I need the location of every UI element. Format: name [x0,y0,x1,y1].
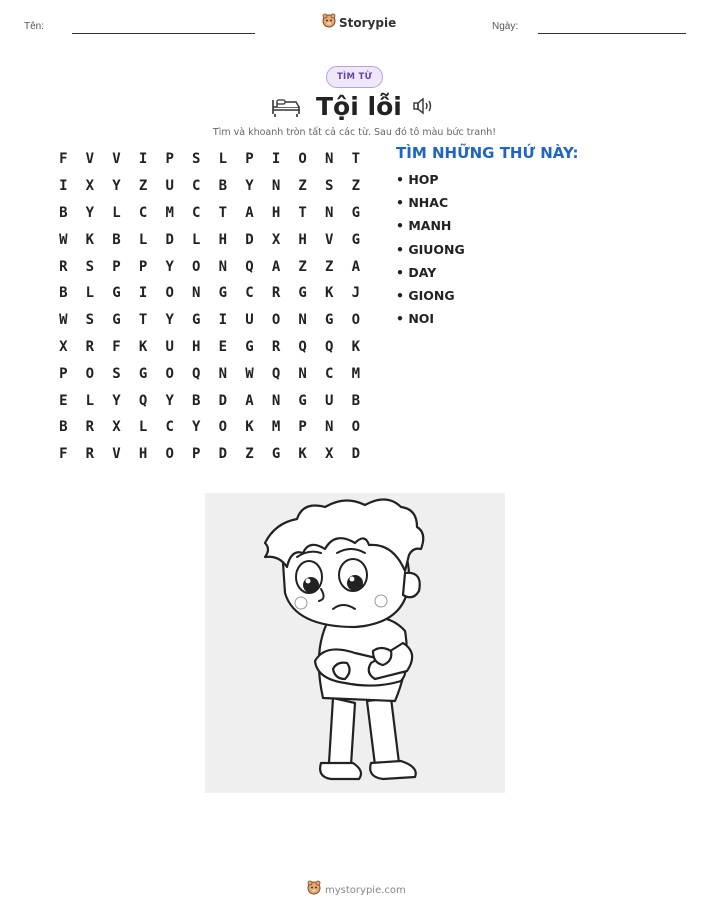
grid-letter[interactable]: O [85,365,95,382]
grid-letter[interactable]: M [165,204,174,221]
grid-letter[interactable]: S [85,258,95,275]
grid-letter[interactable]: R [271,338,281,355]
grid-letter[interactable]: A [245,392,254,409]
grid-row [50,253,369,280]
grid-letter[interactable]: G [138,365,148,382]
grid-row [50,387,369,414]
grid-letter[interactable]: B [59,204,68,221]
grid-letter[interactable]: D [218,392,228,409]
grid-letter[interactable]: R [271,285,281,302]
grid-letter[interactable]: I [218,312,228,329]
grid-letter[interactable]: T [298,204,307,221]
grid-letter[interactable]: X [112,419,121,436]
grid-letter[interactable]: C [138,204,148,221]
grid-letter[interactable]: X [325,446,334,463]
grid-letter[interactable]: K [138,338,148,355]
grid-letter[interactable]: Y [165,392,174,409]
grid-letter[interactable]: N [218,365,228,382]
grid-row [50,200,369,227]
grid-letter[interactable]: O [271,312,281,329]
word-item: • GIUONG [396,241,465,257]
word-item: • HOP [396,172,439,187]
grid-letter[interactable]: P [298,419,307,436]
grid-letter[interactable]: Z [298,258,307,275]
grid-letter[interactable]: Y [165,312,174,329]
activity-tag: TÌM TỪ [326,66,383,88]
grid-letter[interactable]: L [192,231,201,248]
grid-letter[interactable]: N [271,392,281,409]
grid-letter[interactable]: G [112,312,121,329]
grid-letter[interactable]: W [59,312,68,329]
date-label: Ngày: [492,21,519,32]
grid-letter[interactable]: I [271,151,281,168]
footer [307,880,406,900]
grid-letter[interactable]: P [59,365,68,382]
grid-letter[interactable]: Z [325,258,334,275]
grid-letter[interactable]: E [218,338,228,355]
grid-letter[interactable]: N [298,365,307,382]
grid-letter[interactable]: D [245,231,254,248]
name-field[interactable] [72,33,255,34]
grid-letter[interactable]: O [192,258,201,275]
grid-letter[interactable]: P [192,446,201,463]
grid-letter[interactable]: E [59,392,68,409]
grid-row [50,173,369,200]
grid-letter[interactable]: Z [138,178,148,195]
grid-letter[interactable]: D [218,446,228,463]
grid-letter[interactable]: Y [165,258,174,275]
grid-row [50,226,369,253]
grid-letter[interactable]: U [245,312,254,329]
grid-letter[interactable]: J [351,285,361,302]
grid-letter[interactable]: P [112,258,121,275]
grid-letter[interactable]: W [59,231,68,248]
grid-letter[interactable]: Q [298,338,307,355]
grid-letter[interactable]: K [325,285,334,302]
storypie-logo-icon [322,13,336,33]
grid-letter[interactable]: G [245,338,254,355]
grid-row [50,414,369,441]
grid-letter[interactable]: P [245,151,254,168]
grid-letter[interactable]: O [351,419,361,436]
grid-letter[interactable]: Q [245,258,254,275]
grid-letter[interactable]: Q [325,338,334,355]
grid-letter[interactable]: Z [298,178,307,195]
grid-letter[interactable]: H [218,231,228,248]
grid-letter[interactable]: Q [271,365,281,382]
word-list-title: TÌM NHỮNG THỨ NÀY: [396,144,579,162]
grid-letter[interactable]: Y [85,204,95,221]
grid-letter[interactable]: C [165,419,174,436]
grid-letter[interactable]: X [85,178,95,195]
storypie-logo-icon [307,880,321,900]
grid-letter[interactable]: D [165,231,174,248]
grid-letter[interactable]: Y [245,178,254,195]
word-item: • NOI [396,311,435,327]
grid-letter[interactable]: D [351,446,361,463]
grid-letter[interactable]: R [59,258,68,275]
grid-letter[interactable]: G [192,312,201,329]
grid-letter[interactable]: C [192,178,201,195]
grid-letter[interactable]: N [325,204,334,221]
grid-letter[interactable]: V [325,231,334,248]
coloring-picture [205,493,505,793]
grid-letter[interactable]: S [85,312,95,329]
grid-letter[interactable]: O [298,151,307,168]
grid-letter[interactable]: H [192,338,201,355]
grid-letter[interactable]: T [351,151,361,168]
grid-letter[interactable]: O [165,446,174,463]
bed-icon [270,92,302,122]
grid-letter[interactable]: G [325,312,334,329]
grid-row [50,360,369,387]
grid-letter[interactable]: R [85,338,95,355]
grid-letter[interactable]: Y [112,392,121,409]
word-list [396,170,465,332]
grid-letter[interactable]: K [298,446,307,463]
grid-row [50,307,369,334]
grid-letter[interactable]: G [271,446,281,463]
brand-name: Storypie [339,16,397,30]
page-title: Tội lỗi [316,92,402,121]
grid-letter[interactable]: K [245,419,254,436]
grid-row [50,280,369,307]
grid-letter[interactable]: N [271,178,281,195]
word-item: • DAY [396,264,437,280]
grid-letter[interactable]: V [85,151,95,168]
word-search-grid [50,146,369,468]
grid-letter[interactable]: W [245,365,254,382]
grid-letter[interactable]: Q [192,365,201,382]
grid-letter[interactable]: T [218,204,228,221]
grid-row [50,334,369,361]
grid-letter[interactable]: R [85,419,95,436]
grid-letter[interactable]: L [138,419,148,436]
grid-letter[interactable]: Z [351,178,361,195]
grid-letter[interactable]: L [138,231,148,248]
brand-logo [322,13,396,33]
grid-letter[interactable]: B [112,231,121,248]
sad-boy-coloring-illustration [205,493,505,793]
footer-url[interactable]: mystorypie.com [325,884,406,896]
grid-letter[interactable]: N [325,151,334,168]
grid-letter[interactable]: B [218,178,228,195]
grid-letter[interactable]: H [138,446,148,463]
grid-letter[interactable]: K [351,338,361,355]
grid-letter[interactable]: Z [245,446,254,463]
grid-letter[interactable]: U [325,392,334,409]
grid-letter[interactable]: G [298,392,307,409]
grid-letter[interactable]: V [112,151,121,168]
grid-letter[interactable]: A [245,204,254,221]
grid-letter[interactable]: M [271,419,281,436]
grid-letter[interactable]: F [112,338,121,355]
grid-letter[interactable]: A [271,258,281,275]
grid-letter[interactable]: G [351,231,361,248]
grid-letter[interactable]: L [218,151,228,168]
grid-letter[interactable]: S [112,365,121,382]
grid-letter[interactable]: X [59,338,68,355]
grid-letter[interactable]: S [192,151,201,168]
grid-letter[interactable]: F [59,151,68,168]
grid-letter[interactable]: F [59,446,68,463]
grid-letter[interactable]: U [165,178,174,195]
grid-letter[interactable]: G [218,285,228,302]
grid-letter[interactable]: N [298,312,307,329]
grid-letter[interactable]: L [112,204,121,221]
grid-letter[interactable]: V [112,446,121,463]
grid-letter[interactable]: A [351,258,361,275]
grid-letter[interactable]: M [351,365,361,382]
grid-letter[interactable]: O [351,312,361,329]
grid-letter[interactable]: C [325,365,334,382]
grid-letter[interactable]: B [59,419,68,436]
grid-letter[interactable]: G [351,204,361,221]
grid-letter[interactable]: P [138,258,148,275]
speaker-icon[interactable] [412,97,436,119]
grid-letter[interactable]: N [218,258,228,275]
grid-letter[interactable]: N [192,285,201,302]
grid-letter[interactable]: K [85,231,95,248]
grid-letter[interactable]: O [218,419,228,436]
grid-row [50,441,369,468]
grid-letter[interactable]: L [85,285,95,302]
grid-letter[interactable]: C [245,285,254,302]
grid-letter[interactable]: I [59,178,68,195]
word-item: • NHAC [396,195,449,211]
grid-letter[interactable]: X [271,231,281,248]
grid-row [50,146,369,173]
grid-letter[interactable]: R [85,446,95,463]
grid-letter[interactable]: B [192,392,201,409]
grid-letter[interactable]: H [271,204,281,221]
grid-letter[interactable]: Q [138,392,148,409]
grid-letter[interactable]: U [165,338,174,355]
grid-letter[interactable]: Y [192,419,201,436]
grid-letter[interactable]: H [298,231,307,248]
date-field[interactable] [538,33,686,34]
grid-letter[interactable]: I [138,151,148,168]
grid-letter[interactable]: P [165,151,174,168]
word-item: • MANH [396,218,452,234]
grid-letter[interactable]: T [138,312,148,329]
instructions: Tìm và khoanh tròn tất cả các từ. Sau đó tô màu bức tranh! [212,127,497,138]
word-item: • GIONG [396,287,455,303]
grid-letter[interactable]: G [112,285,121,302]
grid-letter[interactable]: B [351,392,361,409]
grid-letter[interactable]: I [138,285,148,302]
grid-letter[interactable]: S [325,178,334,195]
grid-letter[interactable]: N [325,419,334,436]
grid-letter[interactable]: G [298,285,307,302]
grid-letter[interactable]: Y [112,178,121,195]
grid-letter[interactable]: L [85,392,95,409]
grid-letter[interactable]: C [192,204,201,221]
grid-letter[interactable]: O [165,365,174,382]
grid-letter[interactable]: B [59,285,68,302]
grid-letter[interactable]: O [165,285,174,302]
name-label: Tên: [24,21,45,32]
